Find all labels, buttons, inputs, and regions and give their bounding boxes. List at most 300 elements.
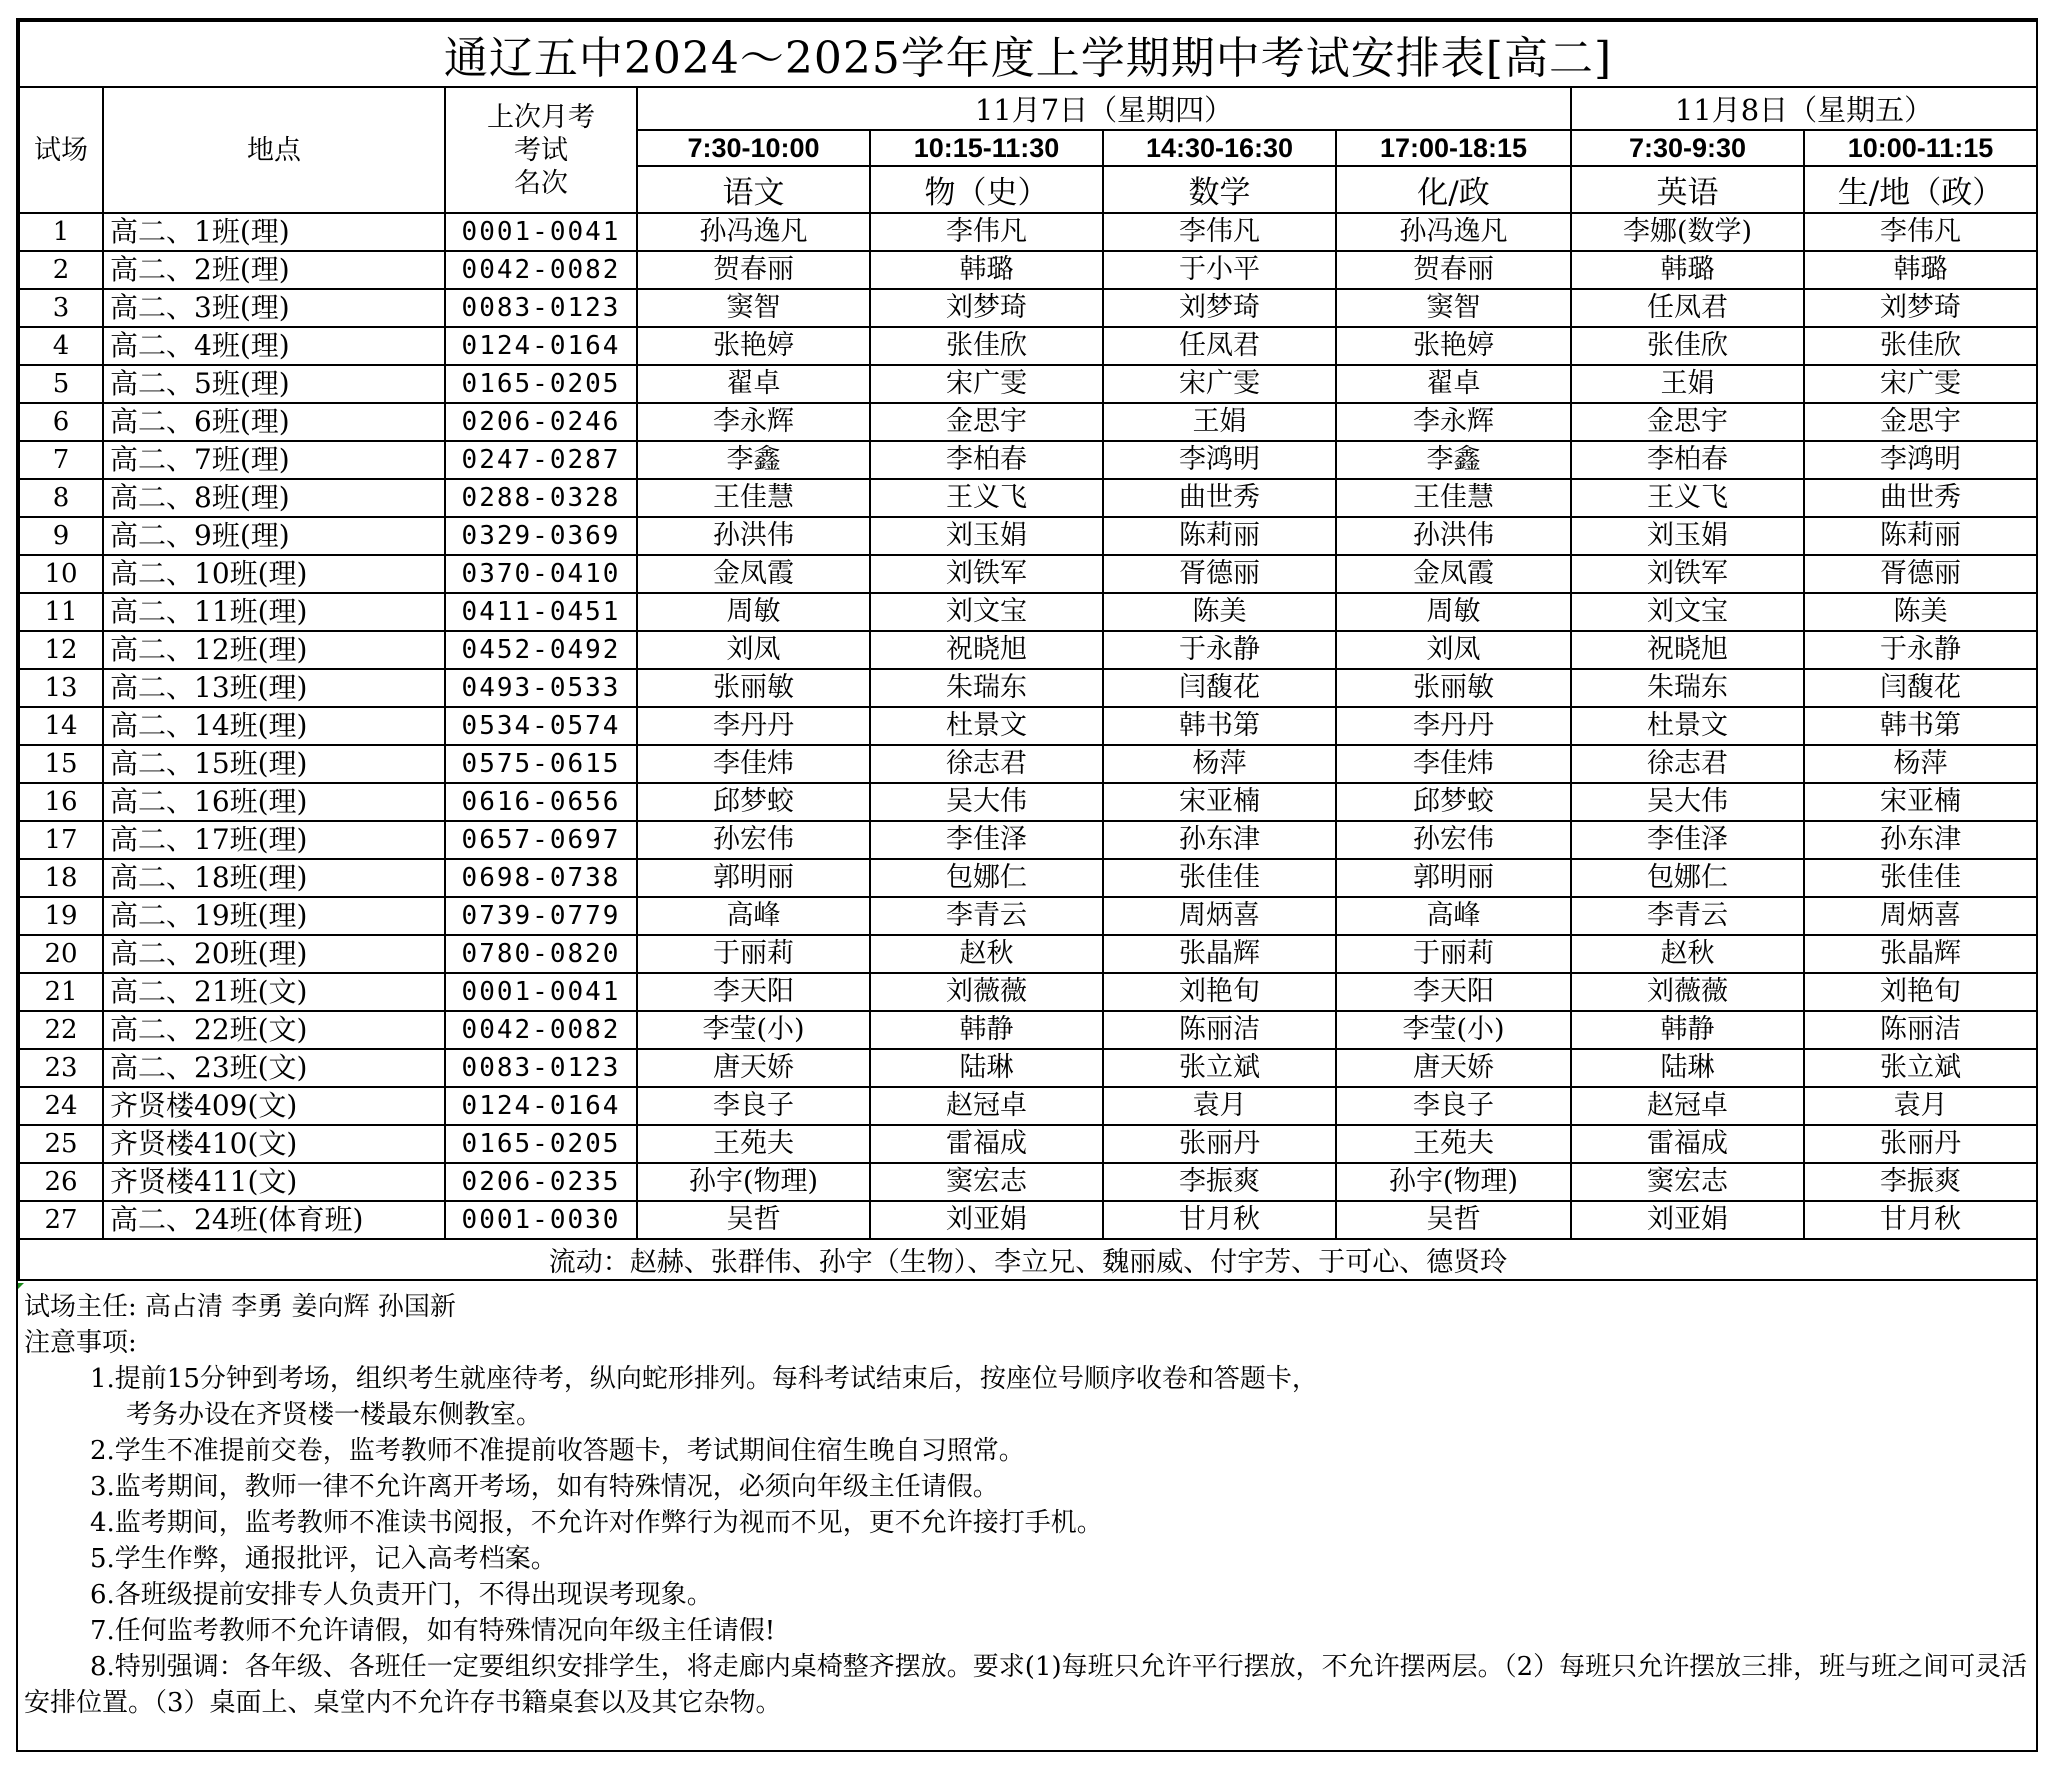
room-number: 17 (19, 821, 103, 859)
rank-range: 0780-0820 (445, 935, 637, 973)
proctor-cell: 吴哲 (637, 1201, 870, 1239)
note-item-1: 1.提前15分钟到考场，组织考生就座待考，纵向蛇形排列。每科考试结束后，按座位号顺序收卷和答题卡， (90, 1364, 1318, 1394)
header-rank-line3: 名次 (514, 167, 568, 199)
proctor-cell: 郭明丽 (637, 859, 870, 897)
rank-range: 0042-0082 (445, 1011, 637, 1049)
proctor-cell: 朱瑞东 (1571, 669, 1804, 707)
proctor-cell: 翟卓 (1336, 365, 1571, 403)
proctor-cell: 陈莉丽 (1103, 517, 1336, 555)
rank-range: 0329-0369 (445, 517, 637, 555)
proctor-cell: 陈丽洁 (1804, 1011, 2037, 1049)
proctor-cell: 李良子 (637, 1087, 870, 1125)
proctor-cell: 李鑫 (637, 441, 870, 479)
note-item-4: 4.监考期间，监考教师不准读书阅报，不允许对作弊行为视而不见，更不允许接打手机。 (90, 1508, 1103, 1538)
exam-directors: 试场主任: 高占清 李勇 姜向辉 孙国新 (24, 1292, 456, 1322)
room-location: 高二、17班(理) (103, 821, 445, 859)
room-location: 高二、23班(文) (103, 1049, 445, 1087)
proctor-cell: 闫馥花 (1804, 669, 2037, 707)
proctor-cell: 贺春丽 (637, 251, 870, 289)
proctor-cell: 刘玉娟 (870, 517, 1103, 555)
proctor-cell: 李莹(小) (1336, 1011, 1571, 1049)
proctor-cell: 孙宇(物理) (1336, 1163, 1571, 1201)
proctor-cell: 李莹(小) (637, 1011, 870, 1049)
room-location: 高二、7班(理) (103, 441, 445, 479)
proctor-cell: 王佳慧 (1336, 479, 1571, 517)
proctor-cell: 刘铁军 (870, 555, 1103, 593)
table-row (19, 745, 2037, 783)
table-row (19, 631, 2037, 669)
notes-heading: 注意事项: (24, 1328, 137, 1358)
proctor-cell: 王佳慧 (637, 479, 870, 517)
time-slot-1: 7:30-10:00 (637, 130, 870, 166)
proctor-cell: 刘凤 (1336, 631, 1571, 669)
proctor-cell: 韩璐 (1571, 251, 1804, 289)
proctor-cell: 张佳佳 (1804, 859, 2037, 897)
proctor-cell: 李佳泽 (1571, 821, 1804, 859)
proctor-cell: 曲世秀 (1103, 479, 1336, 517)
proctor-cell: 张艳婷 (637, 327, 870, 365)
proctor-cell: 胥德丽 (1103, 555, 1336, 593)
proctor-cell: 刘梦琦 (1103, 289, 1336, 327)
proctor-cell: 郭明丽 (1336, 859, 1571, 897)
proctor-cell: 李伟凡 (870, 213, 1103, 251)
note-item-8: 8.特别强调：各年级、各班任一定要组织安排学生，将走廊内桌椅整齐摆放。要求(1)每班只允许平行摆放，不允许摆两层。（2）每班只允许摆放三排，班与班之间可灵活安排位置。（3）桌面上、桌堂内不允许存书籍桌套以及其它杂物。 (24, 1652, 2028, 1718)
proctor-cell: 孙宏伟 (1336, 821, 1571, 859)
proctor-cell: 窦宏志 (1571, 1163, 1804, 1201)
table-row (19, 403, 2037, 441)
table-row (19, 593, 2037, 631)
proctor-cell: 闫馥花 (1103, 669, 1336, 707)
room-location: 高二、16班(理) (103, 783, 445, 821)
rank-range: 0493-0533 (445, 669, 637, 707)
table-row (19, 707, 2037, 745)
room-number: 14 (19, 707, 103, 745)
room-location: 高二、9班(理) (103, 517, 445, 555)
note-item-7: 7.任何监考教师不允许请假，如有特殊情况向年级主任请假! (90, 1616, 776, 1646)
note-item-1-cont: 考务办设在齐贤楼一楼最东侧教室。 (126, 1400, 543, 1430)
subject-2: 物（史） (870, 166, 1103, 213)
room-number: 21 (19, 973, 103, 1011)
proctor-cell: 王娟 (1571, 365, 1804, 403)
proctor-cell: 赵冠卓 (870, 1087, 1103, 1125)
room-location: 高二、10班(理) (103, 555, 445, 593)
room-number: 2 (19, 251, 103, 289)
proctor-cell: 张立斌 (1804, 1049, 2037, 1087)
room-number: 26 (19, 1163, 103, 1201)
time-slot-2: 10:15-11:30 (870, 130, 1103, 166)
rank-range: 0452-0492 (445, 631, 637, 669)
room-number: 15 (19, 745, 103, 783)
time-slot-3: 14:30-16:30 (1103, 130, 1336, 166)
schedule-table (18, 20, 2038, 1281)
room-number: 11 (19, 593, 103, 631)
proctor-cell: 雷福成 (1571, 1125, 1804, 1163)
proctor-cell: 徐志君 (870, 745, 1103, 783)
room-location: 高二、5班(理) (103, 365, 445, 403)
room-number: 13 (19, 669, 103, 707)
proctor-cell: 王义飞 (1571, 479, 1804, 517)
proctor-cell: 李柏春 (870, 441, 1103, 479)
proctor-cell: 陆琳 (870, 1049, 1103, 1087)
rank-range: 0411-0451 (445, 593, 637, 631)
room-number: 9 (19, 517, 103, 555)
table-row (19, 479, 2037, 517)
rank-range: 0124-0164 (445, 327, 637, 365)
proctor-cell: 翟卓 (637, 365, 870, 403)
header-rank-line2: 考试 (514, 134, 568, 166)
floating-proctors: 流动：赵赫、张群伟、孙宇（生物）、李立兄、魏丽威、付宇芳、于可心、德贤玲 (19, 1239, 2037, 1280)
room-number: 4 (19, 327, 103, 365)
rank-range: 0165-0205 (445, 365, 637, 403)
table-row (19, 1049, 2037, 1087)
rank-range: 0247-0287 (445, 441, 637, 479)
proctor-cell: 邱梦蛟 (1336, 783, 1571, 821)
proctor-cell: 吴大伟 (870, 783, 1103, 821)
proctor-cell: 周炳喜 (1103, 897, 1336, 935)
table-row (19, 897, 2037, 935)
rank-range: 0534-0574 (445, 707, 637, 745)
proctor-cell: 周炳喜 (1804, 897, 2037, 935)
proctor-cell: 唐天娇 (1336, 1049, 1571, 1087)
proctor-cell: 赵冠卓 (1571, 1087, 1804, 1125)
proctor-cell: 李良子 (1336, 1087, 1571, 1125)
proctor-cell: 李佳泽 (870, 821, 1103, 859)
proctor-cell: 刘文宝 (870, 593, 1103, 631)
proctor-cell: 于丽莉 (1336, 935, 1571, 973)
table-row (19, 1011, 2037, 1049)
proctor-cell: 赵秋 (1571, 935, 1804, 973)
table-row (19, 555, 2037, 593)
table-row (19, 1087, 2037, 1125)
table-row (19, 327, 2037, 365)
proctor-cell: 杜景文 (1571, 707, 1804, 745)
subject-5: 英语 (1571, 166, 1804, 213)
proctor-cell: 孙冯逸凡 (1336, 213, 1571, 251)
proctor-cell: 杜景文 (870, 707, 1103, 745)
proctor-cell: 曲世秀 (1804, 479, 2037, 517)
proctor-cell: 于丽莉 (637, 935, 870, 973)
proctor-cell: 韩静 (1571, 1011, 1804, 1049)
proctor-cell: 韩书第 (1804, 707, 2037, 745)
proctor-cell: 张佳佳 (1103, 859, 1336, 897)
proctor-cell: 张晶辉 (1804, 935, 2037, 973)
room-location: 高二、15班(理) (103, 745, 445, 783)
notes-section (18, 1283, 2036, 1748)
room-number: 23 (19, 1049, 103, 1087)
table-row (19, 935, 2037, 973)
proctor-cell: 金凤霞 (1336, 555, 1571, 593)
proctor-cell: 刘亚娟 (870, 1201, 1103, 1239)
proctor-cell: 包娜仁 (870, 859, 1103, 897)
proctor-cell: 高峰 (1336, 897, 1571, 935)
rank-range: 0165-0205 (445, 1125, 637, 1163)
proctor-cell: 陈美 (1804, 593, 2037, 631)
rank-range: 0370-0410 (445, 555, 637, 593)
proctor-cell: 刘玉娟 (1571, 517, 1804, 555)
rank-range: 0288-0328 (445, 479, 637, 517)
proctor-cell: 宋广雯 (1103, 365, 1336, 403)
proctor-cell: 张艳婷 (1336, 327, 1571, 365)
room-location: 高二、1班(理) (103, 213, 445, 251)
proctor-cell: 窦智 (1336, 289, 1571, 327)
proctor-cell: 刘艳旬 (1804, 973, 2037, 1011)
proctor-cell: 孙冯逸凡 (637, 213, 870, 251)
proctor-cell: 王苑夫 (637, 1125, 870, 1163)
proctor-cell: 孙宏伟 (637, 821, 870, 859)
proctor-cell: 韩静 (870, 1011, 1103, 1049)
proctor-cell: 韩璐 (870, 251, 1103, 289)
table-row (19, 251, 2037, 289)
room-number: 5 (19, 365, 103, 403)
room-number: 25 (19, 1125, 103, 1163)
proctor-cell: 孙宇(物理) (637, 1163, 870, 1201)
proctor-cell: 周敏 (637, 593, 870, 631)
room-number: 7 (19, 441, 103, 479)
subject-4: 化/政 (1336, 166, 1571, 213)
header-room: 试场 (19, 87, 103, 213)
room-number: 24 (19, 1087, 103, 1125)
proctor-cell: 陈莉丽 (1804, 517, 2037, 555)
proctor-cell: 刘梦琦 (1804, 289, 2037, 327)
room-location: 齐贤楼410(文) (103, 1125, 445, 1163)
room-location: 高二、20班(理) (103, 935, 445, 973)
proctor-cell: 李鸿明 (1103, 441, 1336, 479)
room-location: 高二、21班(文) (103, 973, 445, 1011)
proctor-cell: 祝晓旭 (1571, 631, 1804, 669)
rank-range: 0083-0123 (445, 289, 637, 327)
proctor-cell: 张丽敏 (1336, 669, 1571, 707)
proctor-cell: 邱梦蛟 (637, 783, 870, 821)
table-row (19, 821, 2037, 859)
proctor-cell: 李伟凡 (1103, 213, 1336, 251)
room-location: 高二、4班(理) (103, 327, 445, 365)
proctor-cell: 刘凤 (637, 631, 870, 669)
room-location: 高二、6班(理) (103, 403, 445, 441)
proctor-cell: 窦宏志 (870, 1163, 1103, 1201)
rank-range: 0657-0697 (445, 821, 637, 859)
proctor-cell: 李天阳 (637, 973, 870, 1011)
table-row (19, 213, 2037, 251)
exam-schedule-sheet (16, 18, 2038, 1752)
proctor-cell: 陈美 (1103, 593, 1336, 631)
header-rank-line1: 上次月考 (487, 101, 595, 133)
table-row (19, 783, 2037, 821)
proctor-cell: 于小平 (1103, 251, 1336, 289)
rank-range: 0616-0656 (445, 783, 637, 821)
proctor-cell: 贺春丽 (1336, 251, 1571, 289)
room-location: 高二、11班(理) (103, 593, 445, 631)
proctor-cell: 李佳炜 (1336, 745, 1571, 783)
date-header-day2: 11月8日（星期五） (1571, 87, 2037, 130)
proctor-cell: 宋广雯 (1804, 365, 2037, 403)
room-location: 高二、2班(理) (103, 251, 445, 289)
room-number: 6 (19, 403, 103, 441)
rank-range: 0124-0164 (445, 1087, 637, 1125)
proctor-cell: 李青云 (870, 897, 1103, 935)
proctor-cell: 徐志君 (1571, 745, 1804, 783)
header-rank (445, 87, 637, 213)
proctor-cell: 甘月秋 (1103, 1201, 1336, 1239)
proctor-cell: 张丽丹 (1103, 1125, 1336, 1163)
note-item-2: 2.学生不准提前交卷，监考教师不准提前收答题卡，考试期间住宿生晚自习照常。 (90, 1436, 1025, 1466)
proctor-cell: 刘铁军 (1571, 555, 1804, 593)
proctor-cell: 包娜仁 (1571, 859, 1804, 897)
room-number: 19 (19, 897, 103, 935)
room-location: 高二、13班(理) (103, 669, 445, 707)
room-number: 12 (19, 631, 103, 669)
room-number: 27 (19, 1201, 103, 1239)
page-title: 通辽五中2024～2025学年度上学期期中考试安排表[高二] (19, 21, 2037, 87)
room-number: 10 (19, 555, 103, 593)
room-location: 齐贤楼409(文) (103, 1087, 445, 1125)
proctor-cell: 李伟凡 (1804, 213, 2037, 251)
proctor-cell: 李青云 (1571, 897, 1804, 935)
proctor-cell: 金凤霞 (637, 555, 870, 593)
proctor-cell: 李天阳 (1336, 973, 1571, 1011)
proctor-cell: 唐天娇 (637, 1049, 870, 1087)
table-row (19, 517, 2037, 555)
table-row (19, 365, 2037, 403)
proctor-cell: 任凤君 (1103, 327, 1336, 365)
proctor-cell: 刘艳旬 (1103, 973, 1336, 1011)
proctor-cell: 张丽敏 (637, 669, 870, 707)
proctor-cell: 宋亚楠 (1804, 783, 2037, 821)
room-number: 20 (19, 935, 103, 973)
proctor-cell: 张佳欣 (1804, 327, 2037, 365)
subject-1: 语文 (637, 166, 870, 213)
proctor-cell: 李佳炜 (637, 745, 870, 783)
proctor-cell: 张丽丹 (1804, 1125, 2037, 1163)
proctor-cell: 韩书第 (1103, 707, 1336, 745)
rank-range: 0739-0779 (445, 897, 637, 935)
proctor-cell: 李鑫 (1336, 441, 1571, 479)
proctor-cell: 王苑夫 (1336, 1125, 1571, 1163)
proctor-cell: 金思宇 (1571, 403, 1804, 441)
rank-range: 0206-0235 (445, 1163, 637, 1201)
proctor-cell: 李丹丹 (1336, 707, 1571, 745)
proctor-cell: 张立斌 (1103, 1049, 1336, 1087)
subject-3: 数学 (1103, 166, 1336, 213)
rank-range: 0083-0123 (445, 1049, 637, 1087)
table-row (19, 973, 2037, 1011)
proctor-cell: 吴哲 (1336, 1201, 1571, 1239)
note-item-6: 6.各班级提前安排专人负责开门，不得出现误考现象。 (90, 1580, 713, 1610)
room-location: 高二、14班(理) (103, 707, 445, 745)
rank-range: 0001-0041 (445, 213, 637, 251)
proctor-cell: 李鸿明 (1804, 441, 2037, 479)
room-number: 16 (19, 783, 103, 821)
subject-6: 生/地（政） (1804, 166, 2037, 213)
time-slot-6: 10:00-11:15 (1804, 130, 2037, 166)
header-location: 地点 (103, 87, 445, 213)
proctor-cell: 张晶辉 (1103, 935, 1336, 973)
rank-range: 0001-0030 (445, 1201, 637, 1239)
proctor-cell: 李永辉 (637, 403, 870, 441)
proctor-cell: 王义飞 (870, 479, 1103, 517)
proctor-cell: 于永静 (1804, 631, 2037, 669)
note-item-5: 5.学生作弊，通报批评，记入高考档案。 (90, 1544, 557, 1574)
proctor-cell: 金思宇 (870, 403, 1103, 441)
proctor-cell: 吴大伟 (1571, 783, 1804, 821)
proctor-cell: 杨萍 (1804, 745, 2037, 783)
proctor-cell: 孙东津 (1804, 821, 2037, 859)
notes-text (24, 1289, 2034, 1721)
proctor-cell: 李永辉 (1336, 403, 1571, 441)
room-location: 高二、22班(文) (103, 1011, 445, 1049)
table-row (19, 669, 2037, 707)
proctor-cell: 孙洪伟 (637, 517, 870, 555)
table-row (19, 289, 2037, 327)
room-location: 高二、12班(理) (103, 631, 445, 669)
time-slot-5: 7:30-9:30 (1571, 130, 1804, 166)
room-number: 1 (19, 213, 103, 251)
proctor-cell: 刘亚娟 (1571, 1201, 1804, 1239)
proctor-cell: 胥德丽 (1804, 555, 2037, 593)
proctor-cell: 雷福成 (870, 1125, 1103, 1163)
room-location: 高二、8班(理) (103, 479, 445, 517)
room-number: 22 (19, 1011, 103, 1049)
proctor-cell: 宋亚楠 (1103, 783, 1336, 821)
table-row (19, 859, 2037, 897)
room-location: 高二、19班(理) (103, 897, 445, 935)
room-location: 高二、24班(体育班) (103, 1201, 445, 1239)
date-header-day1: 11月7日（星期四） (637, 87, 1571, 130)
proctor-cell: 陈丽洁 (1103, 1011, 1336, 1049)
rank-range: 0206-0246 (445, 403, 637, 441)
rank-range: 0575-0615 (445, 745, 637, 783)
room-location: 高二、18班(理) (103, 859, 445, 897)
proctor-cell: 袁月 (1804, 1087, 2037, 1125)
proctor-cell: 孙洪伟 (1336, 517, 1571, 555)
room-number: 8 (19, 479, 103, 517)
proctor-cell: 李娜(数学) (1571, 213, 1804, 251)
proctor-cell: 刘薇薇 (1571, 973, 1804, 1011)
proctor-cell: 李振爽 (1804, 1163, 2037, 1201)
proctor-cell: 刘文宝 (1571, 593, 1804, 631)
rank-range: 0698-0738 (445, 859, 637, 897)
room-location: 齐贤楼411(文) (103, 1163, 445, 1201)
room-number: 3 (19, 289, 103, 327)
room-number: 18 (19, 859, 103, 897)
proctor-cell: 陆琳 (1571, 1049, 1804, 1087)
proctor-cell: 李柏春 (1571, 441, 1804, 479)
note-item-3: 3.监考期间，教师一律不允许离开考场，如有特殊情况，必须向年级主任请假。 (90, 1472, 999, 1502)
proctor-cell: 金思宇 (1804, 403, 2037, 441)
proctor-cell: 杨萍 (1103, 745, 1336, 783)
proctor-cell: 窦智 (637, 289, 870, 327)
table-row (19, 441, 2037, 479)
proctor-cell: 刘梦琦 (870, 289, 1103, 327)
proctor-cell: 祝晓旭 (870, 631, 1103, 669)
proctor-cell: 任凤君 (1571, 289, 1804, 327)
proctor-cell: 李丹丹 (637, 707, 870, 745)
proctor-cell: 李振爽 (1103, 1163, 1336, 1201)
proctor-cell: 周敏 (1336, 593, 1571, 631)
proctor-cell: 宋广雯 (870, 365, 1103, 403)
proctor-cell: 高峰 (637, 897, 870, 935)
table-row (19, 1163, 2037, 1201)
proctor-cell: 孙东津 (1103, 821, 1336, 859)
proctor-cell: 赵秋 (870, 935, 1103, 973)
proctor-cell: 袁月 (1103, 1087, 1336, 1125)
rank-range: 0001-0041 (445, 973, 637, 1011)
proctor-cell: 刘薇薇 (870, 973, 1103, 1011)
proctor-cell: 甘月秋 (1804, 1201, 2037, 1239)
rank-range: 0042-0082 (445, 251, 637, 289)
proctor-cell: 张佳欣 (1571, 327, 1804, 365)
table-row (19, 1125, 2037, 1163)
proctor-cell: 朱瑞东 (870, 669, 1103, 707)
